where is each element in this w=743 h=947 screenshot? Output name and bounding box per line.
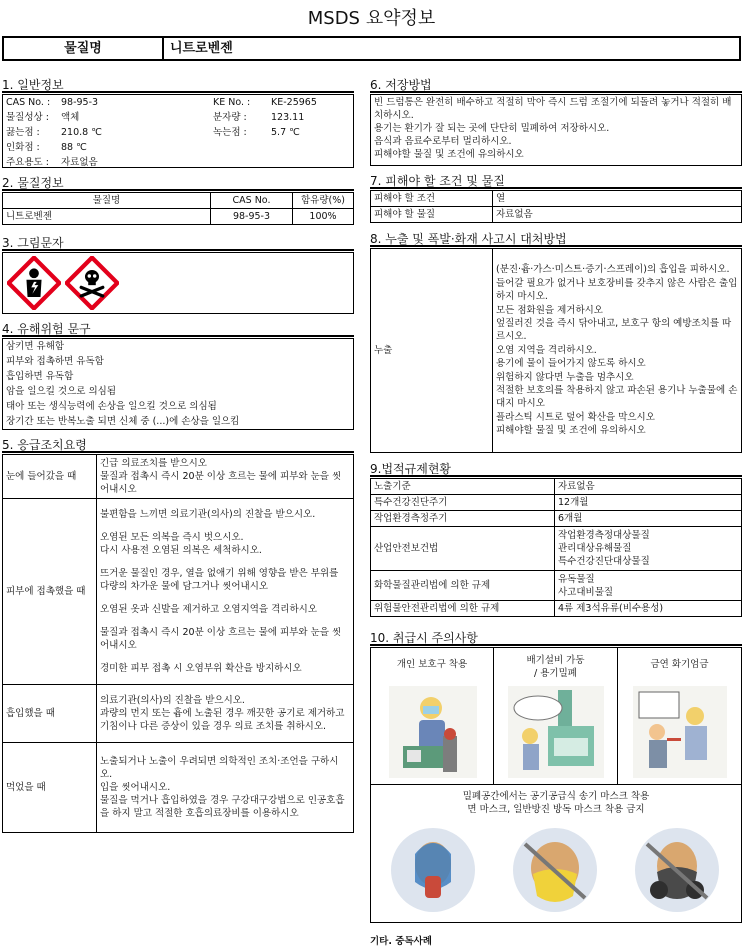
use-value: 자료없음 <box>61 157 98 168</box>
regulation-value: 유독물질 <box>558 573 595 585</box>
hazard-statements-box <box>2 338 354 430</box>
first-aid-ingest-line: 입을 씻어내시오. <box>100 782 171 793</box>
hazard-statement: 태아 또는 생식능력에 손상을 일으킬 것으로 의심됨 <box>6 401 217 412</box>
mask-prohibition: 면 마스크, 일반방진 방독 마스크 착용 금지 <box>467 804 645 815</box>
spill-line: 적절한 보호의를 착용하지 않고 파손된 용기나 누출물에 손대지 마시오 <box>496 385 738 410</box>
first-aid-skin-line: 불편함을 느끼면 의료기관(의사)의 진찰을 받으시오. <box>100 509 316 520</box>
first-aid-skin-line: 물질과 접촉시 즉시 20분 이상 흐르는 물에 피부와 눈을 씻어내시오 <box>100 627 342 651</box>
substance-header-name: 물질명 <box>3 193 211 209</box>
storage-box <box>370 94 742 166</box>
pictogram-box <box>2 252 354 314</box>
no-smoking-illustration <box>633 686 727 778</box>
first-aid-skin-line: 오염된 모든 의복을 즉시 벗으시오. <box>100 532 244 543</box>
first-aid-table <box>2 454 354 833</box>
page-title: MSDS 요약정보 <box>307 8 436 29</box>
regulation-value: 작업환경측정대상물질 <box>558 530 650 541</box>
storage-line: 피해야할 물질 및 조건에 유의하시오 <box>374 149 524 160</box>
spill-line: 오염 지역을 격리하시오. <box>496 344 597 356</box>
mp-value: 5.7 ℃ <box>271 127 300 138</box>
state-value: 액체 <box>61 112 80 123</box>
use-label: 주요용도 : <box>6 157 49 168</box>
first-aid-skin-line: 뜨거운 물질인 경우, 열을 없애기 위해 영향을 받은 부위를 다량의 차가운 물에 담그거나 씻어내시오 <box>100 568 339 592</box>
health-hazard-pictogram <box>7 256 61 310</box>
first-aid-skin-line: 오염된 옷과 신발을 제거하고 오염지역을 격리하시오 <box>100 604 317 615</box>
regulation-value: 관리대상유해물질 <box>558 543 632 554</box>
mw-label: 분자량 : <box>213 112 247 123</box>
first-aid-inhale-line: 의료기관(의사)의 진찰을 받으시오. <box>100 695 245 706</box>
fp-label: 인화점 : <box>6 142 40 153</box>
regulation-label: 특수건강진단주기 <box>371 495 555 511</box>
avoid-condition-value: 열 <box>493 191 742 207</box>
gas-mask-prohibited-illustration <box>629 824 725 916</box>
substance-name-label: 물질명 <box>4 38 164 59</box>
first-aid-inhale-line: 과량의 먼지 또는 흄에 노출된 경우 깨끗한 공기로 제거하고 기침이나 다른 증상이 있을 경우 의료 조치를 취하시오. <box>100 708 345 732</box>
section-storage-title: 6. 저장방법 <box>370 78 742 93</box>
ventilation-illustration <box>508 686 604 778</box>
spill-label: 누출 <box>371 249 493 453</box>
bp-value: 210.8 ℃ <box>61 127 102 138</box>
container-seal-label: / 용기밀폐 <box>534 668 577 679</box>
first-aid-ingest-line: 물질을 먹거나 흡입하였을 경우 구강대구강법으로 인공호흡을 하지 말고 적절한 호흡의료장비를 이용하시오 <box>100 795 345 819</box>
regulation-label: 작업환경측정주기 <box>371 511 555 527</box>
section-handling-title: 10. 취급시 주의사항 <box>370 631 742 646</box>
ventilation-label: 배기설비 가동 <box>526 655 585 666</box>
section-spill-title: 8. 누출 및 폭발·화재 사고시 대처방법 <box>370 232 742 247</box>
first-aid-inhale-label: 흡입했을 때 <box>3 685 97 743</box>
ppe-label: 개인 보호구 착용 <box>396 659 468 670</box>
fp-value: 88 ℃ <box>61 142 87 153</box>
avoid-material-label: 피해야 할 물질 <box>371 207 493 223</box>
cas-label: CAS No. : <box>6 97 51 108</box>
substance-table <box>2 192 354 225</box>
hazard-statement: 삼키면 유해함 <box>6 341 65 352</box>
substance-row-cas: 98-95-3 <box>211 209 293 225</box>
regulation-value: 특수건강진단대상물질 <box>558 556 650 567</box>
first-aid-eye-line: 긴급 의료조치를 받으시오 <box>100 458 207 469</box>
ke-label: KE No. : <box>213 97 251 108</box>
footer-note: 기타. 중독사례 <box>370 936 432 947</box>
mw-value: 123.11 <box>271 112 305 123</box>
substance-name-value: 니트로벤젠 <box>170 41 233 56</box>
cas-value: 98-95-3 <box>61 97 99 108</box>
substance-row-content: 100% <box>293 209 354 225</box>
regulation-value: 12개월 <box>555 495 742 511</box>
first-aid-ingest-line: 노출되거나 노출이 우려되면 의학적인 조치·조언을 구하시오. <box>100 756 339 780</box>
regulation-value: 6개월 <box>555 511 742 527</box>
spill-line: 들어갈 필요가 없거나 보호장비를 갖추지 않은 사람은 출입하지 마시오. <box>496 277 738 303</box>
hazard-statement: 피부와 접촉하면 유독함 <box>6 356 104 367</box>
section-regulation-title: 9.법적규제현황 <box>370 462 742 477</box>
supplied-air-mask-illustration <box>385 824 481 916</box>
section-pictogram-title: 3. 그림문자 <box>2 236 354 251</box>
substance-header-content: 함유량(%) <box>293 193 354 209</box>
bp-label: 끓는점 : <box>6 127 40 138</box>
section-avoid-title: 7. 피해야 할 조건 및 물질 <box>370 174 742 189</box>
regulation-label: 위험물안전관리법에 의한 규제 <box>371 601 555 617</box>
regulation-label: 화학물질관리법에 의한 규제 <box>371 571 555 601</box>
spill-line: 위험하지 않다면 누출을 멈추시오 <box>496 371 634 383</box>
no-smoking-label: 금연 화기엄금 <box>650 659 709 670</box>
hazard-statement: 암을 일으킬 것으로 의심됨 <box>6 386 117 397</box>
mp-label: 녹는점 : <box>213 127 247 138</box>
storage-line: 빈 드럼통은 완전히 배수하고 적절히 막아 즉시 드럼 조절기에 되돌려 놓거나 적절히 배치하시오. <box>374 97 732 121</box>
section-substance-title: 2. 물질정보 <box>2 176 354 191</box>
first-aid-eye-label: 눈에 들어갔을 때 <box>3 455 97 499</box>
general-info-box <box>2 94 354 168</box>
regulation-table <box>370 478 742 617</box>
substance-row-name: 니트로벤젠 <box>3 209 211 225</box>
avoid-material-value: 자료없음 <box>493 207 742 223</box>
first-aid-skin-line: 경미한 피부 접촉 시 오염부위 확산을 방지하시오 <box>100 663 302 674</box>
avoid-table <box>370 190 742 223</box>
regulation-value: 사고대비물질 <box>558 586 614 598</box>
mask-instruction: 밀폐공간에서는 공기공급식 송기 마스크 착용 <box>462 791 650 802</box>
hazard-statement: 흡입하면 유독함 <box>6 371 74 382</box>
spill-table <box>370 248 742 453</box>
ppe-worker-illustration <box>389 686 477 778</box>
spill-line: 피해야할 물질 및 조건에 유의하시오 <box>496 425 646 437</box>
first-aid-skin-label: 피부에 접촉했을 때 <box>3 499 97 685</box>
substance-header-cas: CAS No. <box>211 193 293 209</box>
first-aid-skin-line: 다시 사용전 오염된 의복은 세척하시오. <box>100 545 262 556</box>
skull-crossbones-pictogram <box>65 256 119 310</box>
regulation-value: 자료없음 <box>555 479 742 495</box>
regulation-label: 노출기준 <box>371 479 555 495</box>
spill-line: 모든 점화원을 제거하시오 <box>496 304 603 316</box>
regulation-value: 4류 제3석유류(비수용성) <box>555 601 742 617</box>
state-label: 물질성상 : <box>6 112 49 123</box>
first-aid-ingest-label: 먹었을 때 <box>3 743 97 833</box>
storage-line: 음식과 음료수로부터 멀리하시오. <box>374 136 512 147</box>
hazard-statement: 장기간 또는 반복노출 되면 신체 중 (...)에 손상을 일으킴 <box>6 416 240 427</box>
avoid-condition-label: 피해야 할 조건 <box>371 191 493 207</box>
storage-line: 용기는 환기가 잘 되는 곳에 단단히 밀폐하여 저장하시오. <box>374 123 610 134</box>
first-aid-eye-line: 물질과 접촉시 즉시 20분 이상 흐르는 물에 피부와 눈을 씻어내시오 <box>100 471 342 495</box>
dust-mask-prohibited-illustration <box>507 824 603 916</box>
substance-name-bar <box>2 36 741 61</box>
spill-line: 플라스틱 시트로 덮어 확산을 막으시오 <box>496 411 655 423</box>
ke-value: KE-25965 <box>271 97 317 108</box>
spill-line: 엎질러진 것을 즉시 닦아내고, 보호구 항의 예방조치를 따르시오. <box>496 317 732 343</box>
spill-line: 용기에 물이 들어가지 않도록 하시오 <box>496 358 646 370</box>
handling-precautions-box <box>370 647 742 923</box>
section-general-title: 1. 일반정보 <box>2 78 354 93</box>
regulation-label: 산업안전보건법 <box>371 527 555 571</box>
section-first-aid-title: 5. 응급조치요령 <box>2 438 354 453</box>
spill-line: (분진·흄·가스·미스트·증기·스프레이)의 흡입을 피하시오. <box>496 264 730 276</box>
section-hazard-statements-title: 4. 유해위험 문구 <box>2 322 354 337</box>
